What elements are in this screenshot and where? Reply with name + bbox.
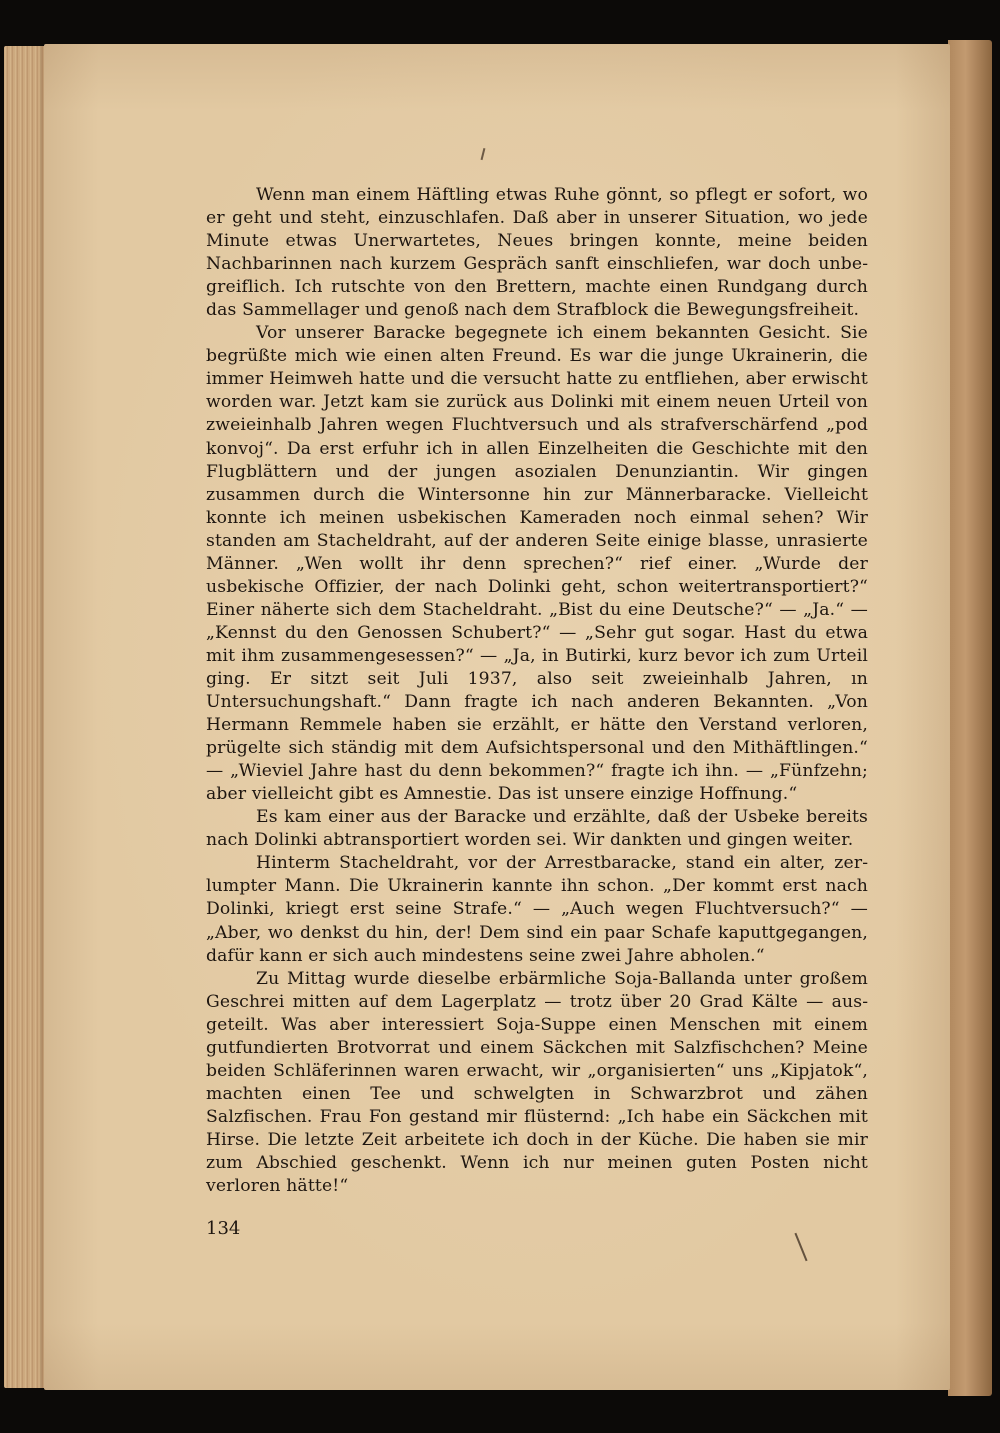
paragraph: Wenn man einem Häftling etwas Ruhe gönnt, so pflegt er sofort, wo er geht und steht, einzuschlafen. Daß aber in unserer Situation, wo jede Minute etwas Unerwartetes, Neues bringen konnte, meine beiden Nachbarinnen nach kurzem Gespräch sanft einschliefen, war doch unbegreiflich. Ich rutschte von den Brettern, machte einen Rundgang durch das Sammellager und genoß nach dem Strafblock die Bewegungsfreiheit.: [206, 185, 868, 321]
paragraph: Es kam einer aus der Baracke und erzählte, daß der Usbeke bereits nach Dolinki abtransportiert worden sei. Wir dankten und gingen weiter.: [206, 807, 868, 851]
paragraph: Vor unserer Baracke begegnete ich einem bekannten Gesicht. Sie begrüßte mich wie einen alten Freund. Es war die junge Ukrainerin, die immer Heimweh hatte und die versucht hatte zu entfliehen, aber erwischt worden war. Jetzt kam sie zurück aus Dolinki mit einem neuen Urteil von zweieinhalb Jahren wegen Fluchtversuch und als strafverschärfend „pod konvoj“. Da erst erfuhr ich in allen Einzelheiten die Geschichte mit den Flugblättern und der jungen asozialen Denunziantin. Wir gingen zusammen durch die Wintersonne hin zur Männerbaracke. Vielleicht konnte ich meinen usbekischen Kameraden noch einmal sehen? Wir standen am Stacheldraht, auf der anderen Seite einige blasse, unrasierte Männer. „Wen wollt ihr denn sprechen?“ rief einer. „Wurde der usbekische Offizier, der nach Dolinki geht, schon weitertransportiert?“ Einer näherte sich dem Stacheldraht. „Bist du eine Deutsche?“ — „Ja.“ — „Kennst du den Genossen Schubert?“ — „Sehr gut sogar. Hast du etwa mit ihm zusammengesessen?“ — „Ja, in Butirki, kurz bevor ich zum Urteil ging. Er sitzt seit Juli 1937, also seit zweieinhalb Jahren, ın Untersuchungshaft.“ Dann fragte ich nach anderen Bekannten. „Von Hermann Remmele haben sie erzählt, er hätte den Verstand verloren, prügelte sich ständig mit dem Aufsichtspersonal und den Mithäftlingen.“ — „Wieviel Jahre hast du denn bekommen?“ fragte ich ihn. — „Fünfzehn; aber vielleicht gibt es Amnestie. Das ist unsere einzige Hoffnung.“: [206, 323, 868, 805]
page-number: 134: [206, 1218, 241, 1239]
page-stack-edge: [4, 46, 46, 1388]
body-text: [206, 184, 868, 1198]
paragraph: Hinterm Stacheldraht, vor der Arrestbaracke, stand ein alter, zerlumpter Mann. Die Ukrainerin kannte ihn schon. „Der kommt erst nach Dolinki, kriegt erst seine Strafe.“ — „Auch wegen Fluchtversuch?“ — „Aber, wo denkst du hin, der! Dem sind ein paar Schafe kaputtgegangen, dafür kann er sich auch mindestens seine zwei Jahre abholen.“: [206, 853, 868, 966]
paragraph: Zu Mittag wurde dieselbe erbärmliche Soja-Ballanda unter großem Geschrei mitten auf dem Lagerplatz — trotz über 20 Grad Kälte — ausgeteilt. Was aber interessiert Soja-Suppe einen Menschen mit einem gutfundierten Brotvorrat und einem Säckchen mit Salzfischchen? Meine beiden Schläferinnen waren erwacht, wir „organisierten“ uns „Kipjatok“, machten einen Tee und schwelgten in Schwarzbrot und zähen Salzfischen. Frau Fon gestand mir flüsternd: „Ich habe ein Säckchen mit Hirse. Die letzte Zeit arbeitete ich doch in der Küche. Die haben sie mir zum Abschied geschenkt. Wenn ich nur meinen guten Posten nicht verloren hätte!“: [206, 968, 868, 1197]
fore-edge: [948, 40, 992, 1396]
